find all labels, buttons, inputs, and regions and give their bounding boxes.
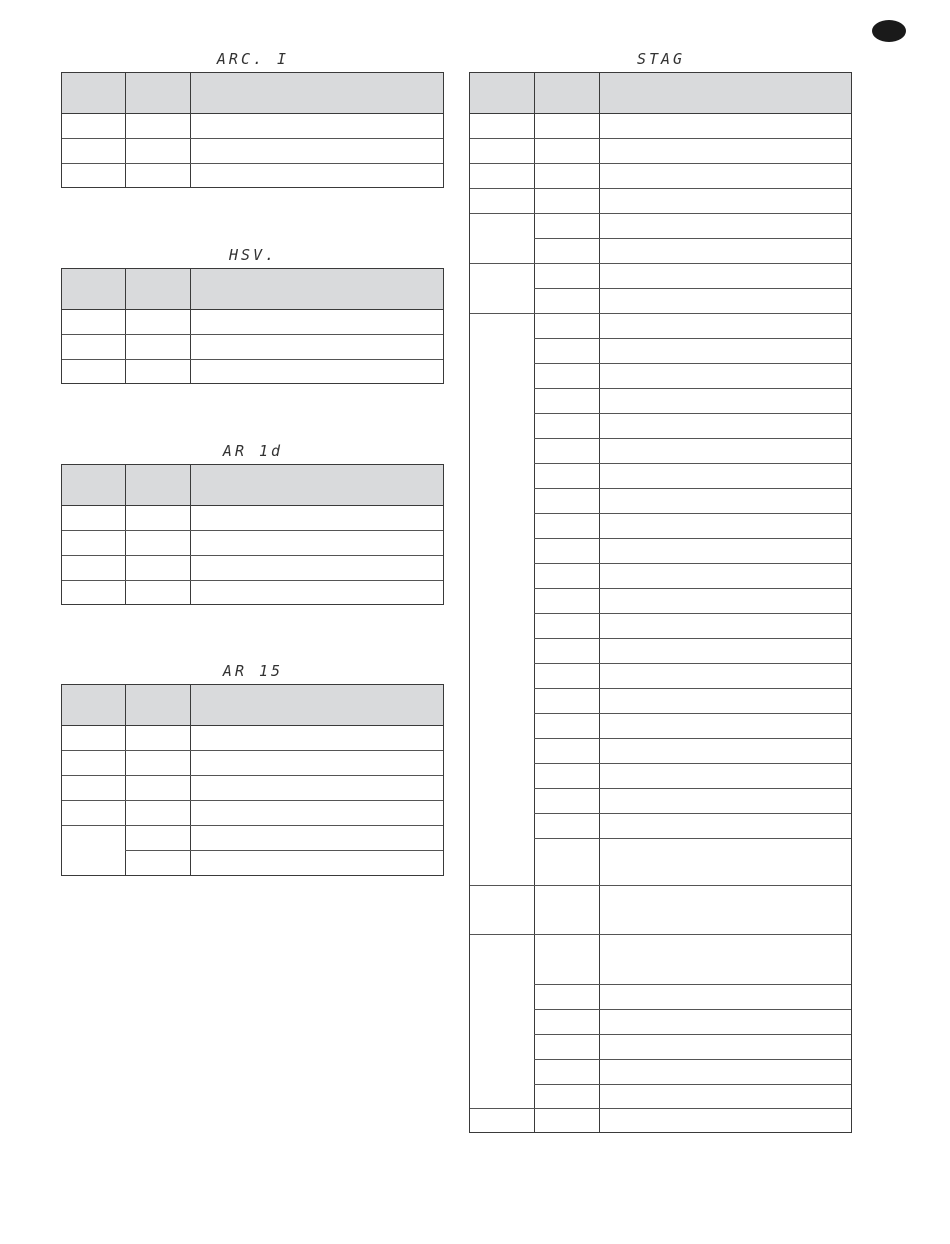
table-header (62, 465, 443, 506)
table-header (62, 685, 443, 726)
language-badge (872, 20, 906, 42)
table-title-arc1: ARC. I (216, 50, 290, 68)
table-arc1 (61, 72, 444, 188)
table-stag (469, 72, 852, 1133)
table-header (62, 73, 443, 114)
table-header (62, 269, 443, 310)
table-title-stag: STAG (636, 50, 686, 68)
table-ar1d (61, 464, 444, 605)
table-header (470, 73, 851, 114)
table-title-ar1d: AR 1d (222, 442, 284, 460)
table-ar15 (61, 684, 444, 876)
table-title-hsv: HSV. (228, 246, 278, 264)
table-hsv (61, 268, 444, 384)
table-title-ar15: AR 15 (222, 662, 284, 680)
